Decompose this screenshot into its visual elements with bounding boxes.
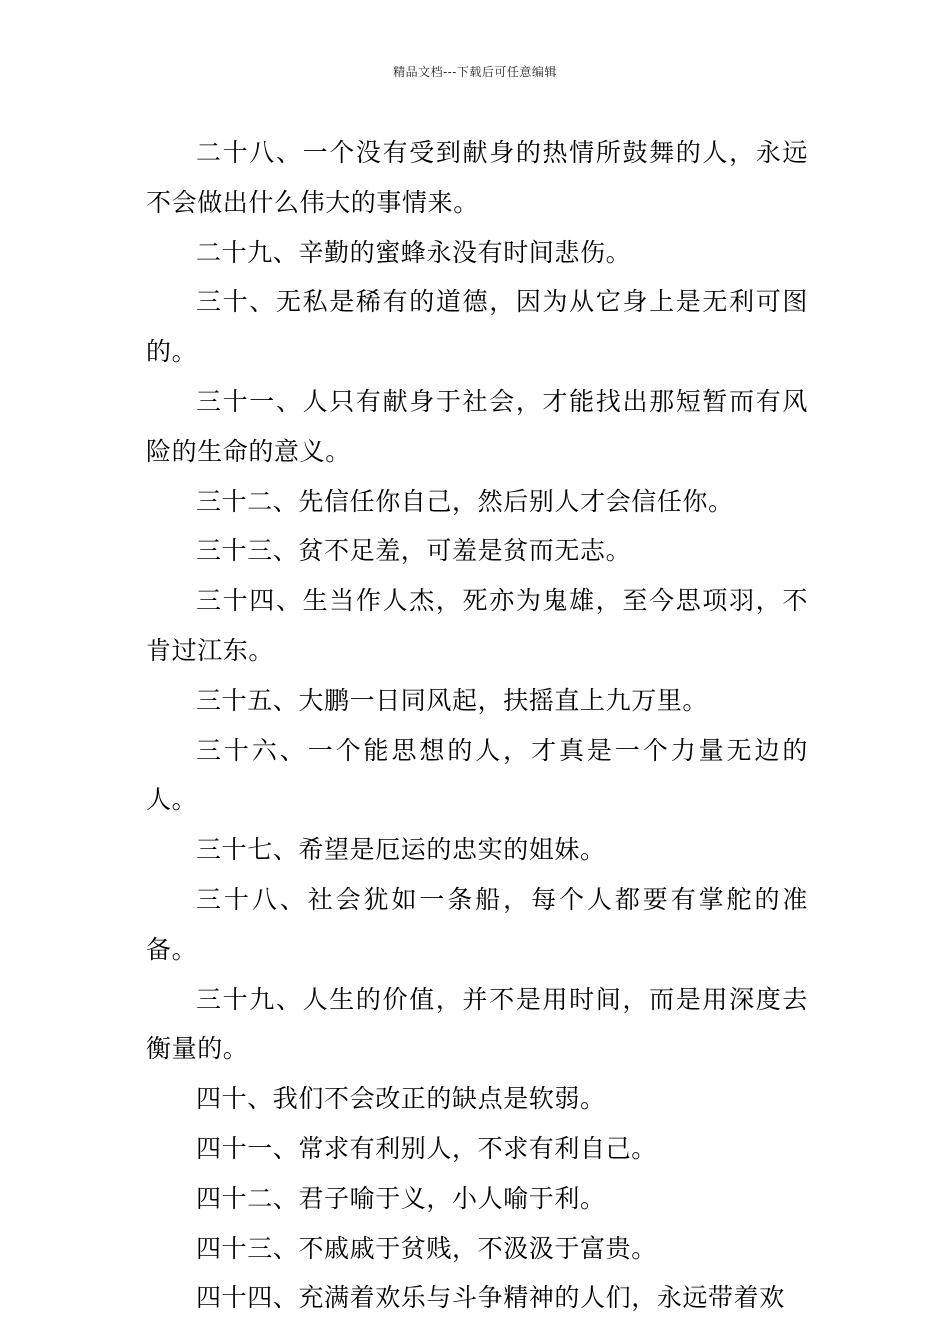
paragraph-32: 三十二、先信任你自己，然后别人才会信任你。: [196, 486, 734, 516]
paragraph-31: 三十一、人只有献身于社会，才能找出那短暂而有风险的生命的意义。: [146, 386, 808, 466]
paragraph-30: 三十、无私是稀有的道德，因为从它身上是无利可图的。: [146, 287, 808, 367]
paragraph-40: 四十、我们不会改正的缺点是软弱。: [196, 1084, 606, 1114]
paragraph-28: 二十八、一个没有受到献身的热情所鼓舞的人，永远不会做出什么伟大的事情来。: [146, 138, 808, 217]
paragraph-44: 四十四、充满着欢乐与斗争精神的人们，永远带着欢: [196, 1283, 785, 1313]
paragraph-38: 三十八、社会犹如一条船，每个人都要有掌舵的准备。: [146, 884, 808, 964]
paragraph-36: 三十六、一个能思想的人，才真是一个力量无边的人。: [146, 735, 808, 815]
page-header: 精品文档---下载后可任意编辑: [393, 65, 557, 79]
paragraph-43: 四十三、不戚戚于贫贱，不汲汲于富贵。: [196, 1233, 657, 1263]
paragraph-42: 四十二、君子喻于义，小人喻于利。: [196, 1183, 606, 1213]
paragraph-34: 三十四、生当作人杰，死亦为鬼雄，至今思项羽，不肯过江东。: [146, 586, 808, 665]
paragraph-41: 四十一、常求有利别人，不求有利自己。: [196, 1133, 657, 1163]
paragraph-29: 二十九、辛勤的蜜蜂永没有时间悲伤。: [196, 237, 632, 267]
paragraph-39: 三十九、人生的价值，并不是用时间，而是用深度去衡量的。: [146, 984, 808, 1064]
paragraph-33: 三十三、贫不足羞，可羞是贫而无志。: [196, 536, 632, 566]
document-body: [146, 128, 808, 1323]
paragraph-37: 三十七、希望是厄运的忠实的姐妹。: [196, 835, 606, 865]
paragraph-35: 三十五、大鹏一日同风起，扶摇直上九万里。: [196, 685, 709, 715]
